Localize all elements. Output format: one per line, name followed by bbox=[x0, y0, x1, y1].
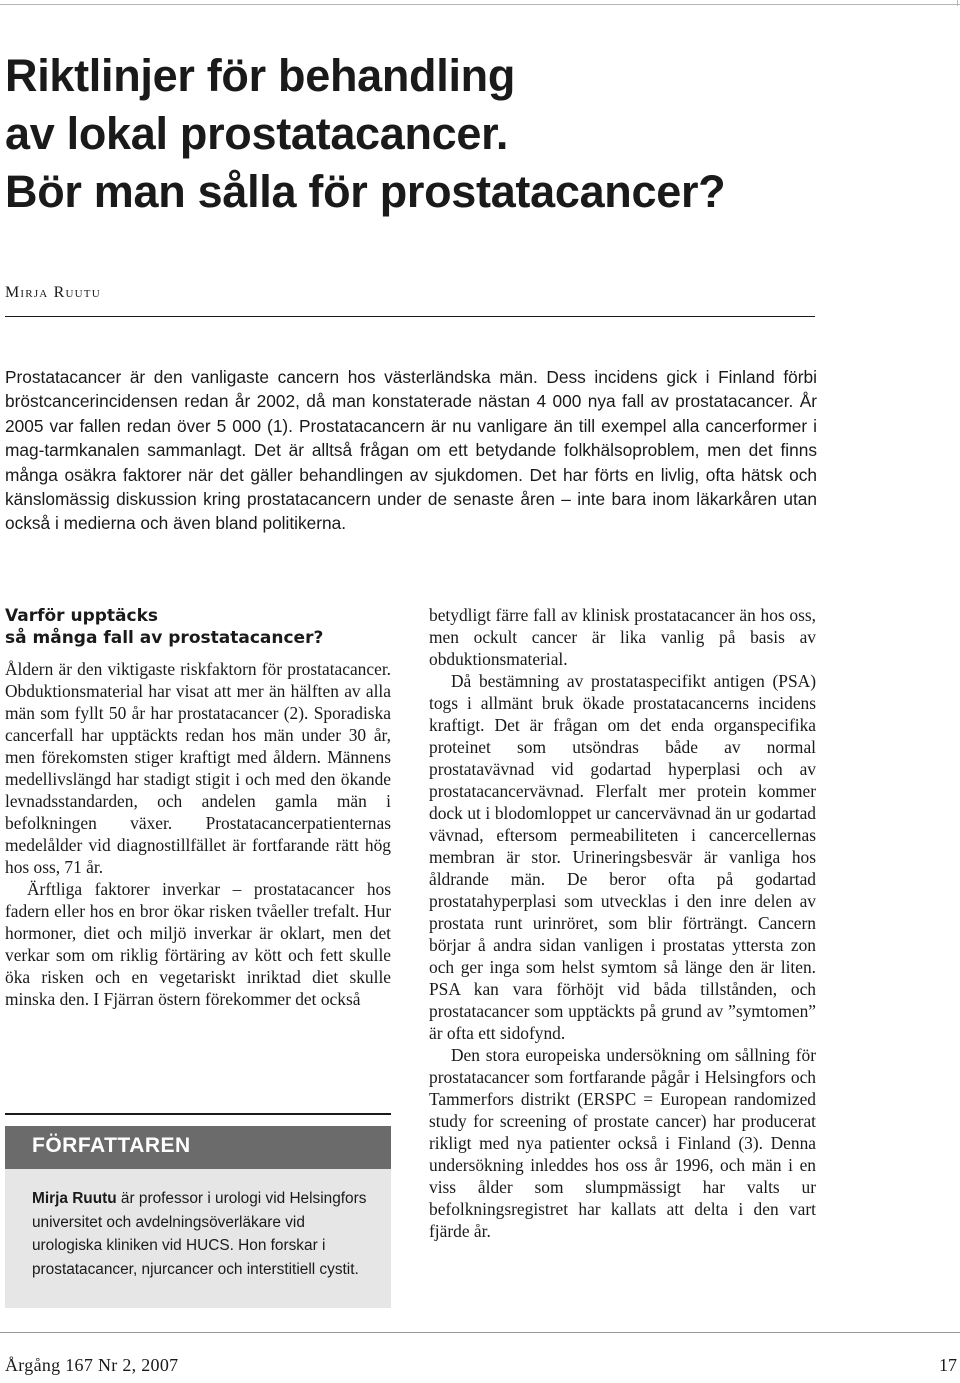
author-box-top-rule bbox=[5, 1113, 391, 1115]
title-line: Riktlinjer för behandling bbox=[5, 50, 516, 101]
right-column bbox=[429, 604, 816, 1242]
author-box-header bbox=[5, 1126, 391, 1169]
body-paragraph: betydligt färre fall av klinisk prostatacancer än hos oss, men ockult cancer är lika vanlig på basis av obduktionsmaterial. bbox=[429, 605, 816, 669]
lead-paragraph: Prostatacancer är den vanligaste cancern hos västerländska män. Dess incidens gick i Finland förbi bröstcancerincidensen redan år 2002, då man konstaterade nästan 4 000 nya fall av prostatacancer. År 2005 var fallen redan över 5 000 (1). Prostatacancern är nu vanligare än till exempel alla cancerformer i mag-tarmkanalen sammanlagt. Det är alltså frågan om ett betydande folkhälsoproblem, men det finns många osäkra faktorer när det gäller behandlingen av sjukdomen. Det har förts en livlig, ofta hätsk och känslomässig diskussion kring prostatacancern under de senaste åren – inte bara inom läkarkåren utan också i medierna och även bland politikerna. bbox=[5, 367, 817, 534]
body-paragraph: Ärftliga faktorer inverkar – prostatacancer hos fadern eller hos en bror ökar risken tvåeller trefalt. Hur hormoner, diet och miljö inverkar är oklart, men det verkar som om riklig förtäring av kött och fett skulle öka risken och en vegetariskt inriktad diet skulle minska den. I Fjärran östern förekommer det också bbox=[5, 879, 391, 1009]
section-heading-line: så många fall av prostatacancer? bbox=[5, 628, 324, 648]
author-box-heading: FÖRFATTAREN bbox=[32, 1134, 191, 1157]
body-paragraph: Den stora europeiska undersökning om sållning för prostatacancer som fortfarande pågår i Helsingfors och Tammerfors distrikt (ERSPC = European randomized study for screening of prostate cancer) har producerat rikligt med nya patienter också i Finland (3). Denna undersökning inleddes hos oss år 1996, och män i en viss ålder som slumpmässigt har valts ur befolkningsregistret har kallats att delta i den vart fjärde år. bbox=[429, 1045, 816, 1241]
issue-info: Årgång 167 Nr 2, 2007 bbox=[5, 1355, 179, 1375]
article-title bbox=[5, 47, 905, 221]
author-box-name: Mirja Ruutu bbox=[32, 1190, 117, 1207]
title-line: Bör man sålla för prostatacancer? bbox=[5, 166, 726, 217]
page-number: 17 bbox=[939, 1355, 957, 1375]
title-line: av lokal prostatacancer. bbox=[5, 108, 509, 159]
top-divider bbox=[0, 4, 960, 5]
author-byline: Mirja Ruutu bbox=[5, 284, 101, 301]
author-box-text bbox=[32, 1187, 377, 1281]
footer-divider bbox=[0, 1332, 960, 1333]
author-box bbox=[5, 1169, 391, 1308]
author-box-bio: är professor i urologi vid Helsingfors universitet och avdelningsöverläkare vid urologiska kliniken vid HUCS. Hon forskar i prostatacancer, njurcancer och interstitiell cystit. bbox=[32, 1190, 367, 1278]
top-divider-tick bbox=[957, 0, 958, 6]
section-heading bbox=[5, 605, 391, 649]
byline-divider bbox=[5, 316, 815, 317]
body-paragraph: Åldern är den viktigaste riskfaktorn för prostatacancer. Obduktionsmaterial har visat att mer än hälften av alla män som fyllt 50 år har prostatacancer (2). Sporadiska cancerfall har upptäckts redan hos män under 30 år, men förekomsten stiger kraftigt med åldern. Männens medellivslängd har stadigt stigit i och med den ökande levnadsstandarden, och andelen gamla män i befolkningen växer. Prostatacancerpatienternas medelålder vid diagnostillfället är fortfarande rätt hög hos oss, 71 år. bbox=[5, 659, 391, 877]
body-paragraph: Då bestämning av prostataspecifikt antigen (PSA) togs i allmänt bruk ökade prostatacancerns incidens kraftigt. Det är frågan om det enda organspecifika proteinet som utsöndras både av normal prostatavävnad vid godartad hyperplasi och av prostatacancervävnad. Flerfalt mer protein kommer dock ut i blodomloppet ur cancervävnad än ur godartad vävnad, eftersom permeabiliteten i cancercellernas membran är stor. Urineringsbesvär är vanliga hos åldrande män. De beror ofta på godartad prostatahyperplasi som utvecklas i den inre delen av prostata runt urinröret, som blir förträngt. Cancern börjar å andra sidan vanligen i prostatas yttersta zon och ger inga som helst symtom så länge den är liten. PSA kan vara förhöjt vid båda tillstånden, och prostatacancer som upptäckts på grund av ”symtomen” är ofta ett sidofynd. bbox=[429, 671, 816, 1043]
left-column bbox=[5, 658, 391, 1010]
section-heading-line: Varför upptäcks bbox=[5, 606, 158, 626]
